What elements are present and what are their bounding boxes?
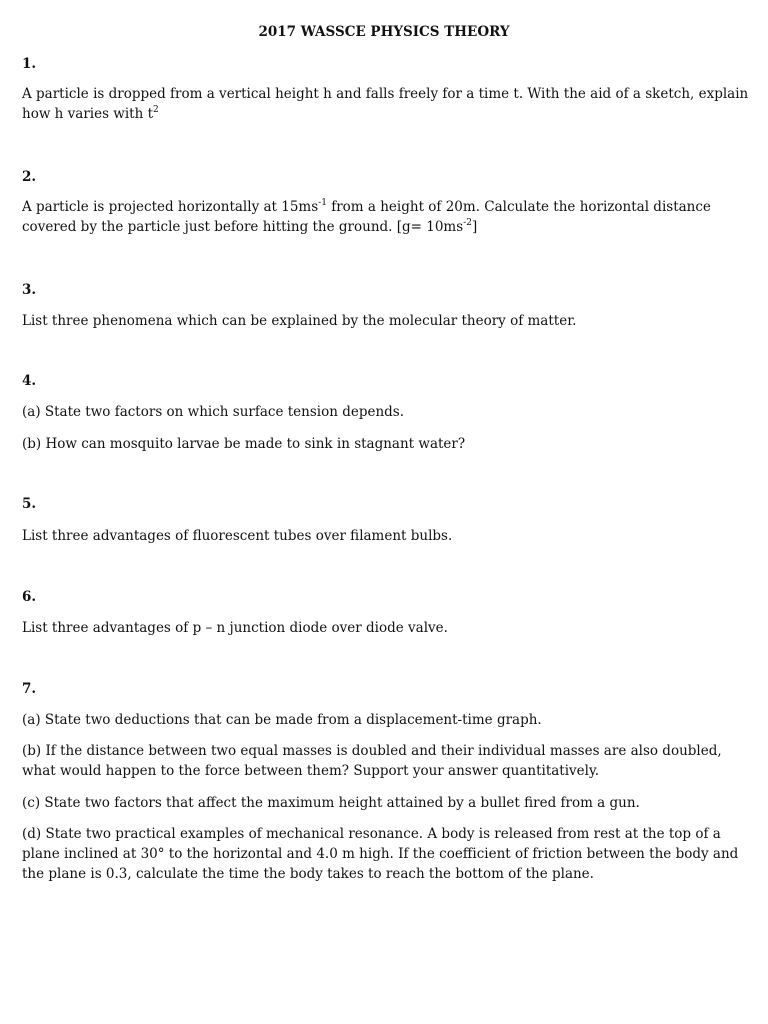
question-2-text — [22, 197, 750, 237]
question-1-text — [22, 84, 750, 124]
question-2-superscript-2: -2 — [463, 218, 472, 228]
question-3-text: List three phenomena which can be explained by the molecular theory of matter. — [22, 313, 577, 329]
question-7d-text: (d) State two practical examples of mechanical resonance. A body is released from rest at the top of a plane inclined at 30° to the horizontal and 4.0 m high. If the coefficient of friction between the body and the plane is 0.3, calculate the time the body takes to reach the bottom of the plane. — [22, 826, 739, 882]
question-1-superscript: 2 — [153, 105, 159, 115]
question-2-text-start: A particle is projected horizontally at 15ms — [22, 199, 319, 215]
question-2-number: 2. — [22, 169, 37, 185]
question-2-text-end: ] — [471, 219, 478, 235]
question-5-number: 5. — [22, 496, 37, 512]
question-7c-text: (c) State two factors that affect the maximum height attained by a bullet fired from a gun. — [22, 795, 640, 811]
question-7-number: 7. — [22, 681, 37, 697]
question-2-text-middle: from a height of 20m. Calculate the horizontal distance covered by the particle just before hitting the ground. [g= 10ms — [22, 199, 711, 235]
question-1-number: 1. — [22, 56, 37, 72]
question-7a-text: (a) State two deductions that can be made from a displacement-time graph. — [22, 712, 542, 728]
question-6-number: 6. — [22, 589, 37, 605]
question-4-number: 4. — [22, 373, 37, 389]
question-4a-text: (a) State two factors on which surface tension depends. — [22, 404, 405, 420]
question-3-number: 3. — [22, 282, 37, 298]
question-6-text: List three advantages of p – n junction diode over diode valve. — [22, 620, 448, 636]
question-1-text-main: A particle is dropped from a vertical height h and falls freely for a time t. With the aid of a sketch, explain how h varies with t — [22, 86, 749, 122]
document-title: 2017 WASSCE PHYSICS THEORY — [258, 24, 510, 40]
question-2-superscript-1: -1 — [318, 198, 327, 208]
question-7b-text: (b) If the distance between two equal masses is doubled and their individual masses are also doubled, what would happen to the force between them? Support your answer quantitatively. — [22, 743, 722, 779]
question-4b-text: (b) How can mosquito larvae be made to sink in stagnant water? — [22, 436, 466, 452]
question-5-text: List three advantages of fluorescent tubes over filament bulbs. — [22, 528, 453, 544]
